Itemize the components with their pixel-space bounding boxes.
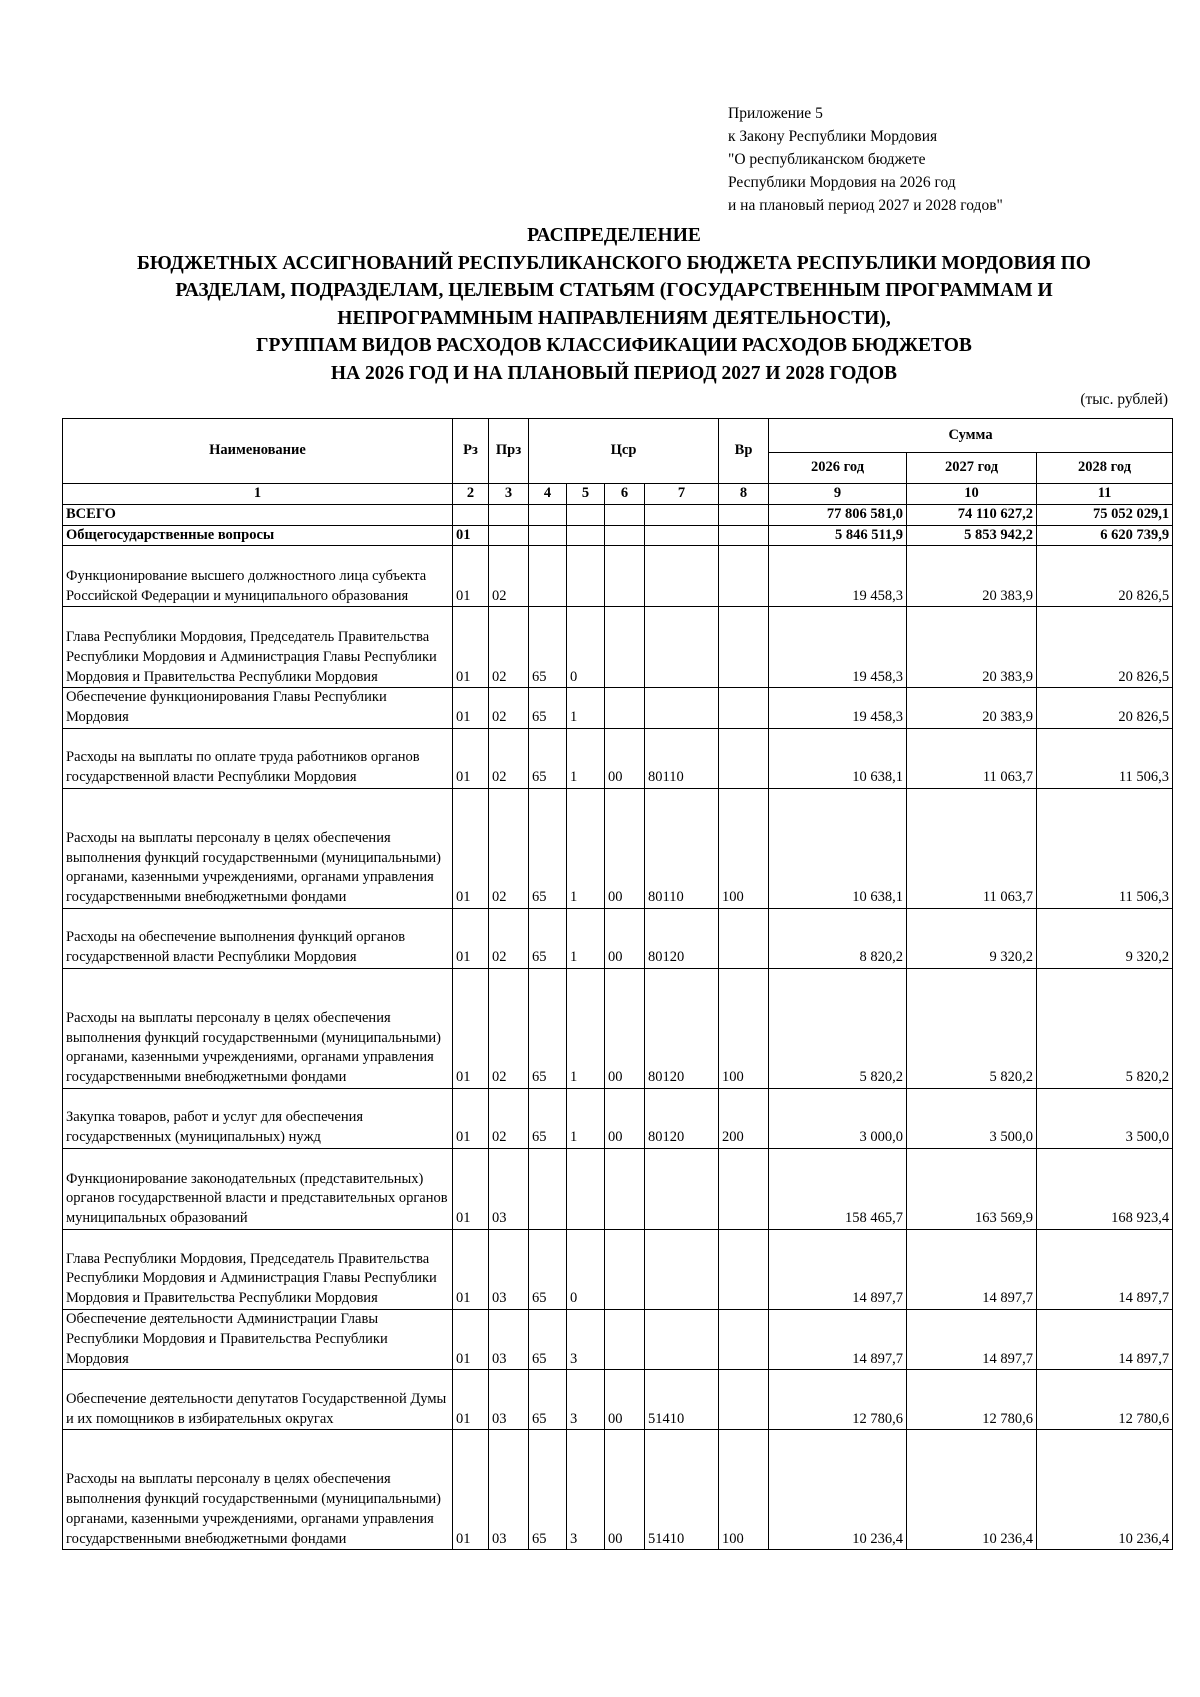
row-prz — [489, 504, 529, 525]
column-number: 2 — [453, 484, 489, 505]
row-amount-2028: 11 506,3 — [1037, 728, 1173, 788]
row-name: Обеспечение функционирования Главы Республики Мордовия — [63, 688, 453, 729]
row-csr-program: 65 — [529, 1229, 567, 1309]
row-amount-2026: 5 846 511,9 — [769, 525, 907, 546]
row-amount-2026: 19 458,3 — [769, 546, 907, 607]
row-csr-direction — [645, 504, 719, 525]
row-prz: 02 — [489, 728, 529, 788]
row-rz: 01 — [453, 1229, 489, 1309]
row-amount-2027: 9 320,2 — [907, 908, 1037, 968]
table-row — [63, 607, 1173, 688]
row-csr-program: 65 — [529, 688, 567, 729]
row-csr-direction: 51410 — [645, 1430, 719, 1550]
row-amount-2026: 10 638,1 — [769, 728, 907, 788]
row-vr — [719, 504, 769, 525]
row-csr-direction: 80110 — [645, 728, 719, 788]
row-vr — [719, 546, 769, 607]
row-amount-2028: 11 506,3 — [1037, 788, 1173, 908]
row-vr — [719, 728, 769, 788]
table-row — [63, 1148, 1173, 1229]
column-number-row — [63, 484, 1173, 505]
row-name: Расходы на выплаты по оплате труда работников органов государственной власти Республики Мордовия — [63, 728, 453, 788]
row-amount-2026: 10 638,1 — [769, 788, 907, 908]
row-rz: 01 — [453, 688, 489, 729]
row-csr-program: 65 — [529, 1430, 567, 1550]
row-prz: 02 — [489, 1088, 529, 1148]
row-name: Функционирование законодательных (представительных) органов государственной власти и представительных органов муниципальных образований — [63, 1148, 453, 1229]
header-name: Наименование — [63, 419, 453, 484]
row-csr-subprogram — [567, 504, 605, 525]
row-csr-main — [605, 607, 645, 688]
title-line: НЕПРОГРАММНЫМ НАПРАВЛЕНИЯМ ДЕЯТЕЛЬНОСТИ), — [337, 307, 891, 329]
row-csr-subprogram — [567, 546, 605, 607]
row-amount-2027: 12 780,6 — [907, 1370, 1037, 1430]
row-amount-2027: 20 383,9 — [907, 546, 1037, 607]
row-name: Расходы на обеспечение выполнения функций органов государственной власти Республики Мордовия — [63, 908, 453, 968]
row-csr-program — [529, 504, 567, 525]
row-rz: 01 — [453, 1088, 489, 1148]
row-csr-program: 65 — [529, 1309, 567, 1369]
row-amount-2026: 19 458,3 — [769, 688, 907, 729]
row-vr — [719, 1309, 769, 1369]
table-row — [63, 1088, 1173, 1148]
row-prz: 03 — [489, 1148, 529, 1229]
row-vr: 100 — [719, 1430, 769, 1550]
row-rz: 01 — [453, 1370, 489, 1430]
row-prz — [489, 525, 529, 546]
row-rz: 01 — [453, 1309, 489, 1369]
row-csr-direction — [645, 688, 719, 729]
row-amount-2028: 6 620 739,9 — [1037, 525, 1173, 546]
row-vr — [719, 1370, 769, 1430]
row-amount-2028: 14 897,7 — [1037, 1309, 1173, 1369]
row-csr-program — [529, 546, 567, 607]
row-amount-2027: 14 897,7 — [907, 1229, 1037, 1309]
row-csr-direction — [645, 525, 719, 546]
row-rz: 01 — [453, 728, 489, 788]
row-rz: 01 — [453, 525, 489, 546]
row-csr-program: 65 — [529, 908, 567, 968]
row-amount-2027: 10 236,4 — [907, 1430, 1037, 1550]
row-vr: 100 — [719, 788, 769, 908]
row-amount-2027: 11 063,7 — [907, 728, 1037, 788]
row-rz — [453, 504, 489, 525]
table-row — [63, 1430, 1173, 1550]
row-csr-direction: 80110 — [645, 788, 719, 908]
row-csr-main — [605, 1148, 645, 1229]
row-amount-2026: 14 897,7 — [769, 1309, 907, 1369]
column-number: 8 — [719, 484, 769, 505]
row-vr — [719, 525, 769, 546]
row-csr-subprogram: 1 — [567, 728, 605, 788]
row-vr — [719, 607, 769, 688]
row-csr-direction — [645, 1148, 719, 1229]
row-amount-2028: 10 236,4 — [1037, 1430, 1173, 1550]
row-name: Глава Республики Мордовия, Председатель Правительства Республики Мордовия и Администрация Главы Республики Мордовия и Правительства Республики Мордовия — [63, 1229, 453, 1309]
row-csr-subprogram — [567, 1148, 605, 1229]
header-year-2028: 2028 год — [1037, 453, 1173, 484]
header-prz: Прз — [489, 419, 529, 484]
row-prz: 03 — [489, 1370, 529, 1430]
appendix-line: к Закону Республики Мордовия — [728, 128, 938, 145]
row-csr-program: 65 — [529, 788, 567, 908]
row-csr-subprogram: 3 — [567, 1430, 605, 1550]
row-rz: 01 — [453, 546, 489, 607]
table-row — [63, 1370, 1173, 1430]
row-amount-2028: 20 826,5 — [1037, 607, 1173, 688]
units-label: (тыс. рублей) — [1080, 391, 1168, 408]
row-amount-2027: 11 063,7 — [907, 788, 1037, 908]
row-amount-2027: 20 383,9 — [907, 607, 1037, 688]
row-amount-2027: 5 820,2 — [907, 968, 1037, 1088]
table-row — [63, 546, 1173, 607]
column-number: 10 — [907, 484, 1037, 505]
row-csr-direction — [645, 1229, 719, 1309]
row-csr-direction: 80120 — [645, 908, 719, 968]
row-csr-subprogram: 0 — [567, 607, 605, 688]
row-csr-main — [605, 1309, 645, 1369]
table-row — [63, 1229, 1173, 1309]
row-prz: 02 — [489, 688, 529, 729]
row-amount-2028: 20 826,5 — [1037, 546, 1173, 607]
title-line: БЮДЖЕТНЫХ АССИГНОВАНИЙ РЕСПУБЛИКАНСКОГО БЮДЖЕТА РЕСПУБЛИКИ МОРДОВИЯ ПО — [137, 252, 1091, 274]
row-csr-main: 00 — [605, 728, 645, 788]
row-csr-direction — [645, 546, 719, 607]
document-title — [60, 222, 1168, 387]
row-csr-main: 00 — [605, 968, 645, 1088]
row-name: Закупка товаров, работ и услуг для обеспечения государственных (муниципальных) нужд — [63, 1088, 453, 1148]
row-prz: 03 — [489, 1229, 529, 1309]
row-csr-program: 65 — [529, 728, 567, 788]
row-amount-2026: 158 465,7 — [769, 1148, 907, 1229]
row-amount-2028: 14 897,7 — [1037, 1229, 1173, 1309]
row-csr-program: 65 — [529, 607, 567, 688]
row-name: Глава Республики Мордовия, Председатель Правительства Республики Мордовия и Администрация Главы Республики Мордовия и Правительства Республики Мордовия — [63, 607, 453, 688]
row-csr-direction: 80120 — [645, 968, 719, 1088]
row-csr-program — [529, 525, 567, 546]
row-csr-main — [605, 688, 645, 729]
column-number: 6 — [605, 484, 645, 505]
row-csr-subprogram: 3 — [567, 1309, 605, 1369]
row-csr-subprogram: 1 — [567, 688, 605, 729]
header-sum: Сумма — [769, 419, 1173, 453]
row-name: Расходы на выплаты персоналу в целях обеспечения выполнения функций государственными (муниципальными) органами, казенными учреждениями, органами управления государственными внебюджетными фондами — [63, 788, 453, 908]
row-csr-main — [605, 504, 645, 525]
row-csr-subprogram: 1 — [567, 788, 605, 908]
row-csr-direction — [645, 1309, 719, 1369]
row-csr-main: 00 — [605, 908, 645, 968]
header-year-2026: 2026 год — [769, 453, 907, 484]
row-csr-direction: 80120 — [645, 1088, 719, 1148]
appendix-line: Приложение 5 — [728, 105, 823, 122]
table-body — [63, 484, 1173, 1550]
row-vr — [719, 688, 769, 729]
row-vr — [719, 1229, 769, 1309]
table-row — [63, 688, 1173, 729]
row-vr — [719, 1148, 769, 1229]
column-number: 3 — [489, 484, 529, 505]
row-amount-2028: 9 320,2 — [1037, 908, 1173, 968]
row-csr-direction — [645, 607, 719, 688]
row-vr — [719, 908, 769, 968]
budget-table — [62, 418, 1173, 1550]
row-name: Функционирование высшего должностного лица субъекта Российской Федерации и муниципального образования — [63, 546, 453, 607]
row-amount-2027: 20 383,9 — [907, 688, 1037, 729]
row-csr-subprogram: 0 — [567, 1229, 605, 1309]
column-number: 9 — [769, 484, 907, 505]
row-amount-2026: 3 000,0 — [769, 1088, 907, 1148]
row-prz: 02 — [489, 908, 529, 968]
column-number: 5 — [567, 484, 605, 505]
row-name: Расходы на выплаты персоналу в целях обеспечения выполнения функций государственными (муниципальными) органами, казенными учреждениями, органами управления государственными внебюджетными фондами — [63, 968, 453, 1088]
row-csr-main: 00 — [605, 1430, 645, 1550]
row-csr-main — [605, 525, 645, 546]
row-rz: 01 — [453, 908, 489, 968]
column-number: 11 — [1037, 484, 1173, 505]
row-csr-subprogram: 1 — [567, 1088, 605, 1148]
row-amount-2027: 5 853 942,2 — [907, 525, 1037, 546]
row-amount-2028: 75 052 029,1 — [1037, 504, 1173, 525]
row-name: Расходы на выплаты персоналу в целях обеспечения выполнения функций государственными (муниципальными) органами, казенными учреждениями, органами управления государственными внебюджетными фондами — [63, 1430, 453, 1550]
row-name: ВСЕГО — [63, 504, 453, 525]
row-csr-program: 65 — [529, 968, 567, 1088]
header-vr: Вр — [719, 419, 769, 484]
title-line: РАЗДЕЛАМ, ПОДРАЗДЕЛАМ, ЦЕЛЕВЫМ СТАТЬЯМ (ГОСУДАРСТВЕННЫМ ПРОГРАММАМ И — [175, 280, 1053, 301]
title-line: ГРУППАМ ВИДОВ РАСХОДОВ КЛАССИФИКАЦИИ РАСХОДОВ БЮДЖЕТОВ — [256, 335, 972, 356]
column-number: 4 — [529, 484, 567, 505]
row-prz: 03 — [489, 1430, 529, 1550]
table-row — [63, 908, 1173, 968]
appendix-note — [728, 102, 1003, 217]
row-csr-program: 65 — [529, 1370, 567, 1430]
row-rz: 01 — [453, 1148, 489, 1229]
row-csr-subprogram: 1 — [567, 908, 605, 968]
row-amount-2026: 8 820,2 — [769, 908, 907, 968]
row-amount-2026: 12 780,6 — [769, 1370, 907, 1430]
header-year-2027: 2027 год — [907, 453, 1037, 484]
row-name: Обеспечение деятельности депутатов Государственной Думы и их помощников в избирательных округах — [63, 1370, 453, 1430]
row-amount-2027: 74 110 627,2 — [907, 504, 1037, 525]
row-rz: 01 — [453, 788, 489, 908]
appendix-line: и на плановый период 2027 и 2028 годов" — [728, 197, 1003, 214]
title-line: РАСПРЕДЕЛЕНИЕ — [527, 225, 701, 246]
row-amount-2028: 168 923,4 — [1037, 1148, 1173, 1229]
row-vr: 100 — [719, 968, 769, 1088]
row-prz: 02 — [489, 788, 529, 908]
row-csr-main — [605, 546, 645, 607]
row-csr-subprogram — [567, 525, 605, 546]
row-vr: 200 — [719, 1088, 769, 1148]
row-amount-2028: 3 500,0 — [1037, 1088, 1173, 1148]
row-csr-subprogram: 1 — [567, 968, 605, 1088]
title-line: НА 2026 ГОД И НА ПЛАНОВЫЙ ПЕРИОД 2027 И 2028 ГОДОВ — [330, 362, 898, 384]
row-csr-main: 00 — [605, 1370, 645, 1430]
row-name: Общегосударственные вопросы — [63, 525, 453, 546]
table-row — [63, 1309, 1173, 1369]
row-amount-2027: 163 569,9 — [907, 1148, 1037, 1229]
row-csr-main: 00 — [605, 788, 645, 908]
row-amount-2028: 5 820,2 — [1037, 968, 1173, 1088]
row-prz: 03 — [489, 1309, 529, 1369]
appendix-line: "О республиканском бюджете — [728, 151, 926, 168]
row-csr-program — [529, 1148, 567, 1229]
row-csr-subprogram: 3 — [567, 1370, 605, 1430]
row-rz: 01 — [453, 607, 489, 688]
row-amount-2026: 77 806 581,0 — [769, 504, 907, 525]
row-amount-2026: 5 820,2 — [769, 968, 907, 1088]
row-prz: 02 — [489, 607, 529, 688]
row-amount-2027: 14 897,7 — [907, 1309, 1037, 1369]
row-prz: 02 — [489, 546, 529, 607]
column-number: 7 — [645, 484, 719, 505]
table-row — [63, 525, 1173, 546]
table-row — [63, 788, 1173, 908]
row-amount-2027: 3 500,0 — [907, 1088, 1037, 1148]
table-row — [63, 968, 1173, 1088]
column-number: 1 — [63, 484, 453, 505]
row-amount-2028: 12 780,6 — [1037, 1370, 1173, 1430]
header-csr: Цср — [529, 419, 719, 484]
row-amount-2026: 19 458,3 — [769, 607, 907, 688]
row-name: Обеспечение деятельности Администрации Главы Республики Мордовия и Правительства Республики Мордовия — [63, 1309, 453, 1369]
row-amount-2028: 20 826,5 — [1037, 688, 1173, 729]
header-rz: Рз — [453, 419, 489, 484]
table-row — [63, 504, 1173, 525]
row-csr-main: 00 — [605, 1088, 645, 1148]
row-csr-direction: 51410 — [645, 1370, 719, 1430]
appendix-line: Республики Мордовия на 2026 год — [728, 174, 956, 191]
table-row — [63, 728, 1173, 788]
row-amount-2026: 14 897,7 — [769, 1229, 907, 1309]
row-prz: 02 — [489, 968, 529, 1088]
row-csr-main — [605, 1229, 645, 1309]
row-rz: 01 — [453, 968, 489, 1088]
row-amount-2026: 10 236,4 — [769, 1430, 907, 1550]
row-rz: 01 — [453, 1430, 489, 1550]
row-csr-program: 65 — [529, 1088, 567, 1148]
